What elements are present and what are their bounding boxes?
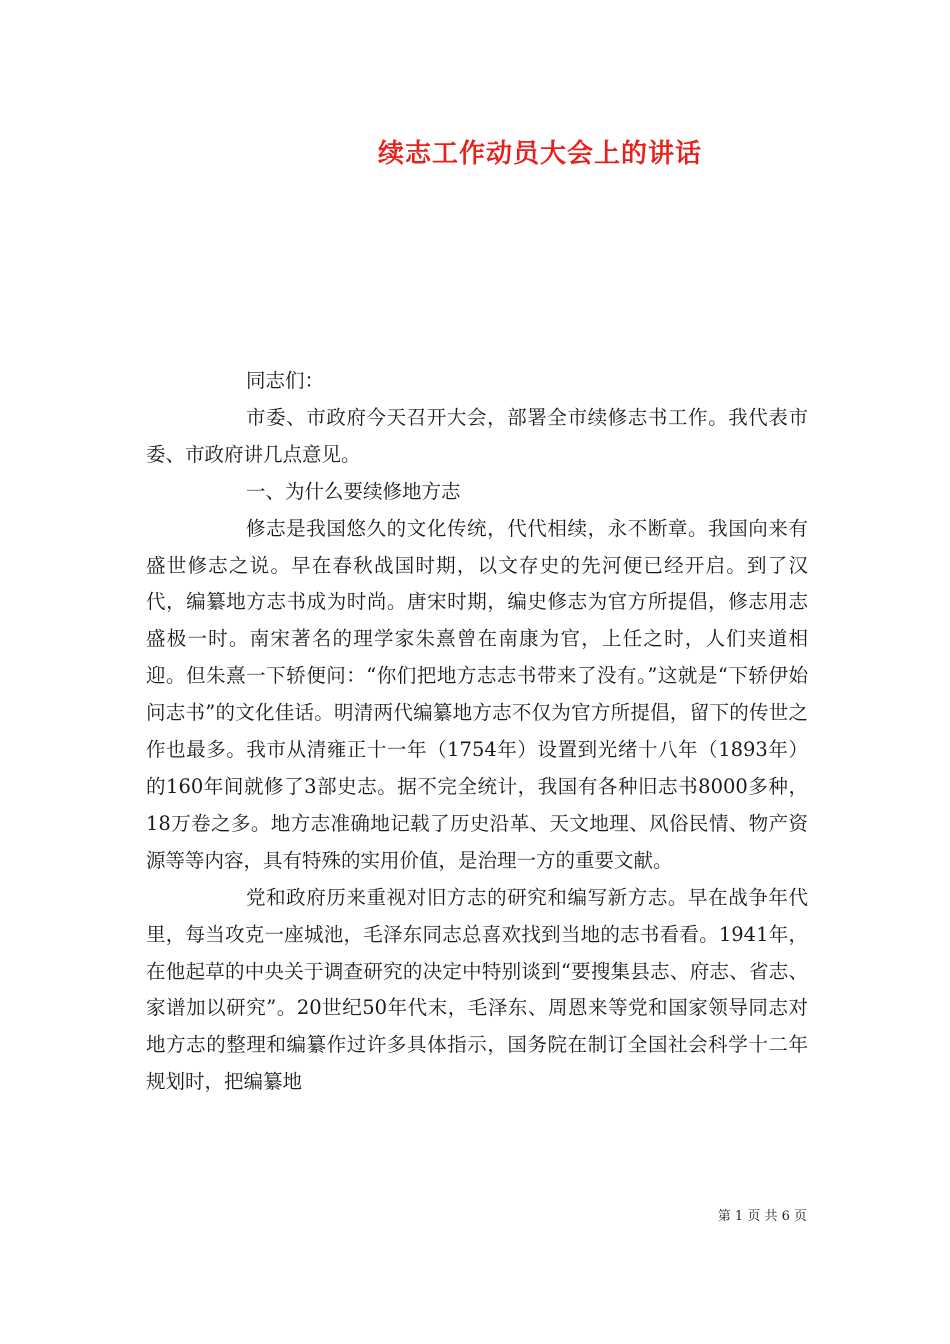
paragraph: 市委、市政府今天召开大会，部署全市续修志书工作。我代表市委、市政府讲几点意见。 [146,405,808,466]
paragraph: 修志是我国悠久的文化传统，代代相续，永不断章。我国向来有盛世修志之说。早在春秋战国时期，以文存史的先河便已经开启。到了汉代，编纂地方志书成为时尚。唐宋时期，编史修志为官方所提倡，修志用志盛极一时。南宋著名的理学家朱熹曾在南康为官，上任之时，人们夹道相迎。但朱熹一下轿便问：“你们把地方志志书带来了没有。”这就是“下轿伊始问志书”的文化佳话。明清两代编纂地方志不仅为官方所提倡，留下的传世之作也最多。我市从清雍正十一年（1754年）设置到光绪十八年（1893年）的160年间就修了3部史志。据不完全统计，我国有各种旧志书8000多种，18万卷之多。地方志准确地记载了历史沿革、天文地理、风俗民情、物产资源等等内容，具有特殊的实用价值，是治理一方的重要文献。 [146,516,808,872]
document-body [146,363,808,1101]
paragraph: 党和政府历来重视对旧方志的研究和编写新方志。早在战争年代里，每当攻克一座城池，毛泽东同志总喜欢找到当地的志书看看。1941年，在他起草的中央关于调查研究的决定中特别谈到“要搜集县志、府志、省志、家谱加以研究”。20世纪50年代末，毛泽东、周恩来等党和国家领导同志对地方志的整理和编纂作过许多具体指示，国务院在制订全国社会科学十二年规划时，把编纂地 [146,885,808,1094]
section-heading: 一、为什么要续修地方志 [246,479,461,503]
document-title: 续志工作动员大会上的讲话 [377,139,702,169]
page-footer: 第 1 页 共 6 页 [717,1209,807,1224]
salutation: 同志们： [246,369,325,392]
